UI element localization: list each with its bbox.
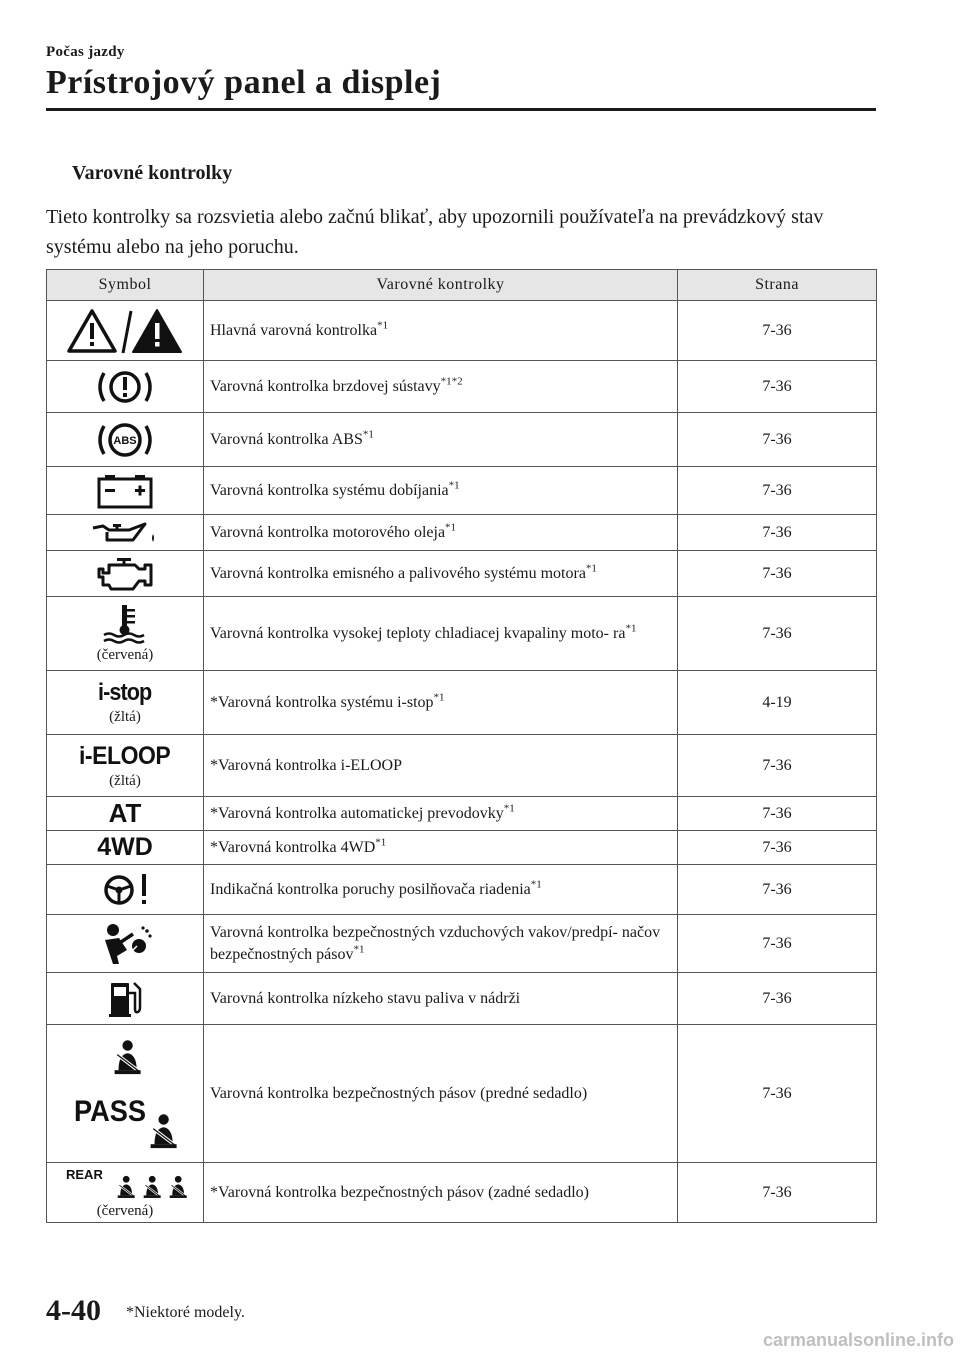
- power-steering-icon: [95, 870, 155, 910]
- header-page: Strana: [678, 270, 877, 301]
- oil-pressure-icon: [89, 520, 161, 546]
- table-row: [47, 797, 877, 831]
- intro-paragraph: Tieto kontrolky sa rozsvietia alebo začnú blikať, aby upozornili používateľa na prevádzkový stav systému alebo na jeho poruchu.: [46, 206, 824, 258]
- four-wheel-drive-icon: 4WD: [97, 833, 153, 861]
- row-page: 7-36: [678, 735, 877, 797]
- row-page: 7-36: [678, 831, 877, 865]
- abs-warning-icon: [94, 418, 156, 462]
- table-row: [47, 973, 877, 1025]
- watermark: carmanualsonline.info: [762, 1330, 954, 1350]
- row-page: 7-36: [678, 361, 877, 413]
- page-title: Prístrojový panel a displej: [46, 64, 442, 101]
- row-prefix-mark: *: [210, 838, 218, 856]
- table-row: [47, 865, 877, 915]
- footnote-mark: *1: [445, 521, 457, 534]
- row-page: 4-19: [678, 671, 877, 735]
- table-row: [47, 361, 877, 413]
- table-row: [47, 597, 877, 671]
- row-page: 7-36: [678, 551, 877, 597]
- footnote-mark: *1: [530, 878, 542, 891]
- row-description: Varovná kontrolka systému dobíjania: [210, 481, 449, 499]
- footnote-mark: *1: [433, 691, 445, 704]
- row-description: Varovná kontrolka i-ELOOP: [218, 756, 402, 774]
- battery-charging-icon: [95, 473, 155, 509]
- row-page: 7-36: [678, 597, 877, 671]
- row-description: Varovná kontrolka automatickej prevodovky: [218, 804, 504, 822]
- sub-heading: Varovné kontrolky: [72, 162, 233, 184]
- table-row: [47, 413, 877, 467]
- check-engine-icon: [95, 555, 155, 593]
- symbol-color-note: (červená): [96, 1203, 154, 1219]
- title-rule: [46, 108, 876, 111]
- row-description: Varovná kontrolka brzdovej sústavy: [210, 377, 441, 395]
- rear-icon-text: REAR: [66, 1167, 103, 1182]
- row-page: 7-36: [678, 515, 877, 551]
- footnote-mark: *1: [377, 319, 389, 332]
- row-page: 7-36: [678, 915, 877, 973]
- table-row: [47, 1163, 877, 1223]
- i-eloop-icon: i-ELOOP: [79, 741, 171, 770]
- row-prefix-mark: *: [210, 1183, 218, 1201]
- footnote-mark: *1: [448, 479, 460, 492]
- row-prefix-mark: *: [210, 693, 218, 711]
- footnote-mark: *1*2: [440, 375, 463, 388]
- row-description: Varovná kontrolka bezpečnostných vzduchových vakov/predpí- načov bezpečnostných pásov: [210, 923, 661, 963]
- footnote-mark: *1: [353, 943, 365, 956]
- pass-icon-text: PASS: [74, 1094, 146, 1128]
- warning-lights-table: [46, 269, 877, 1223]
- row-prefix-mark: *: [210, 756, 218, 774]
- symbol-color-note: (žltá): [109, 772, 141, 789]
- table-row: [47, 831, 877, 865]
- row-description: Varovná kontrolka ABS: [210, 430, 363, 448]
- row-description: Varovná kontrolka 4WD: [218, 838, 376, 856]
- i-stop-icon: i-stop: [98, 679, 152, 706]
- symbol-color-note: (červená): [96, 647, 154, 663]
- section-label: Počas jazdy: [46, 44, 125, 60]
- table-row: [47, 467, 877, 515]
- footnote-mark: *1: [503, 802, 515, 815]
- symbol-color-note: (žltá): [109, 709, 141, 725]
- row-page: 7-36: [678, 973, 877, 1025]
- row-description: Indikačná kontrolka poruchy posilňovača riadenia: [210, 880, 531, 898]
- table-row: [47, 915, 877, 973]
- abs-icon-text: ABS: [113, 434, 137, 447]
- row-page: 7-36: [678, 467, 877, 515]
- row-description: Hlavná varovná kontrolka: [210, 321, 378, 339]
- row-description: Varovná kontrolka bezpečnostných pásov (zadné sedadlo): [218, 1183, 589, 1201]
- table-row: [47, 515, 877, 551]
- table-header-row: [47, 270, 877, 301]
- low-fuel-icon: [107, 979, 143, 1019]
- row-description: Varovná kontrolka systému i-stop: [218, 693, 434, 711]
- seat-belt-front-icon: [70, 1031, 180, 1157]
- footnote-mark: *1: [625, 622, 637, 635]
- brake-warning-icon: [94, 365, 156, 409]
- header-symbol: Symbol: [47, 270, 204, 301]
- airbag-icon: [97, 922, 153, 966]
- table-row: [47, 671, 877, 735]
- row-page: 7-36: [678, 1025, 877, 1163]
- row-prefix-mark: *: [210, 804, 218, 822]
- row-description: Varovná kontrolka motorového oleja: [210, 523, 446, 541]
- table-row: [47, 301, 877, 361]
- row-page: 7-36: [678, 865, 877, 915]
- row-page: 7-36: [678, 1163, 877, 1223]
- row-description: Varovná kontrolka nízkeho stavu paliva v nádrži: [210, 989, 521, 1007]
- table-row: [47, 735, 877, 797]
- seat-belt-rear-icon: [60, 1165, 190, 1201]
- row-page: 7-36: [678, 301, 877, 361]
- row-description: Varovná kontrolka bezpečnostných pásov (predné sedadlo): [210, 1084, 588, 1102]
- table-row: [47, 1025, 877, 1163]
- footer-note: *Niektoré modely.: [126, 1304, 245, 1321]
- row-page: 7-36: [678, 797, 877, 831]
- footnote-mark: *1: [362, 428, 374, 441]
- header-description: Varovné kontrolky: [204, 270, 678, 301]
- master-warning-icon: [65, 306, 185, 356]
- row-page: 7-36: [678, 413, 877, 467]
- footnote-mark: *1: [375, 836, 387, 849]
- automatic-transmission-icon: AT: [108, 798, 142, 828]
- row-description: Varovná kontrolka vysokej teploty chladiacej kvapaliny moto- ra: [210, 624, 626, 642]
- row-description: Varovná kontrolka emisného a palivového systému motora: [210, 564, 586, 582]
- coolant-temperature-icon: [100, 603, 150, 645]
- footnote-mark: *1: [585, 562, 597, 575]
- table-row: [47, 551, 877, 597]
- page-number: 4-40: [46, 1294, 101, 1327]
